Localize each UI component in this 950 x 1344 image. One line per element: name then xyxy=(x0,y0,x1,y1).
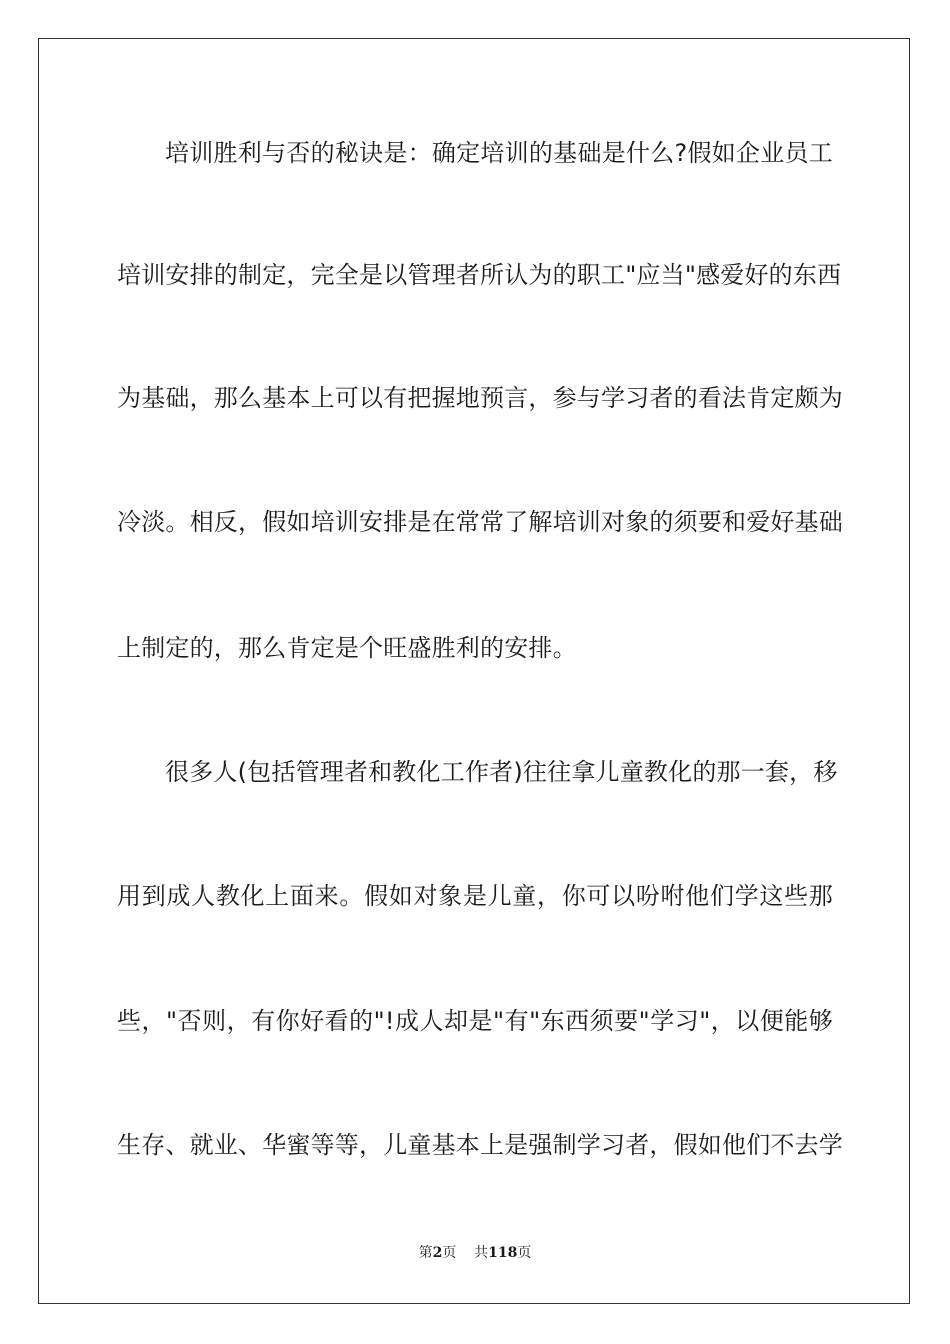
paragraph-1-line-5: 上制定的，那么肯定是个旺盛胜利的安排。 xyxy=(117,634,577,662)
footer-total-prefix: 共 xyxy=(474,1245,489,1261)
footer-total-pages: 118 xyxy=(488,1245,518,1261)
paragraph-2-line-2: 用到成人教化上面来。假如对象是儿童，你可以吩咐他们学这些那 xyxy=(117,882,833,910)
paragraph-1-line-4: 冷淡。相反，假如培训安排是在常常了解培训对象的须要和爱好基础 xyxy=(117,508,843,536)
footer-page-suffix: 页 xyxy=(442,1245,457,1261)
paragraph-1-line-3: 为基础，那么基本上可以有把握地预言，参与学习者的看法肯定颇为 xyxy=(117,384,843,412)
footer-page-number: 2 xyxy=(432,1245,443,1261)
footer-page-prefix: 第 xyxy=(418,1245,433,1261)
paragraph-2-line-4: 生存、就业、华蜜等等，儿童基本上是强制学习者，假如他们不去学 xyxy=(117,1131,843,1159)
paragraph-1-line-2: 培训安排的制定，完全是以管理者所认为的职工"应当"感爱好的东西 xyxy=(117,261,842,289)
page-footer xyxy=(0,1244,950,1262)
footer-gap xyxy=(456,1245,474,1261)
paragraph-1-line-1: 培训胜利与否的秘诀是：确定培训的基础是什么?假如企业员工 xyxy=(165,139,833,167)
footer-total-suffix: 页 xyxy=(517,1245,532,1261)
paragraph-2-line-1: 很多人(包括管理者和教化工作者)往往拿儿童教化的那一套，移 xyxy=(165,758,838,786)
paragraph-2-line-3: 些，"否则，有你好看的"!成人却是"有"东西须要"学习"，以便能够 xyxy=(117,1007,833,1035)
page-border xyxy=(38,38,910,1304)
